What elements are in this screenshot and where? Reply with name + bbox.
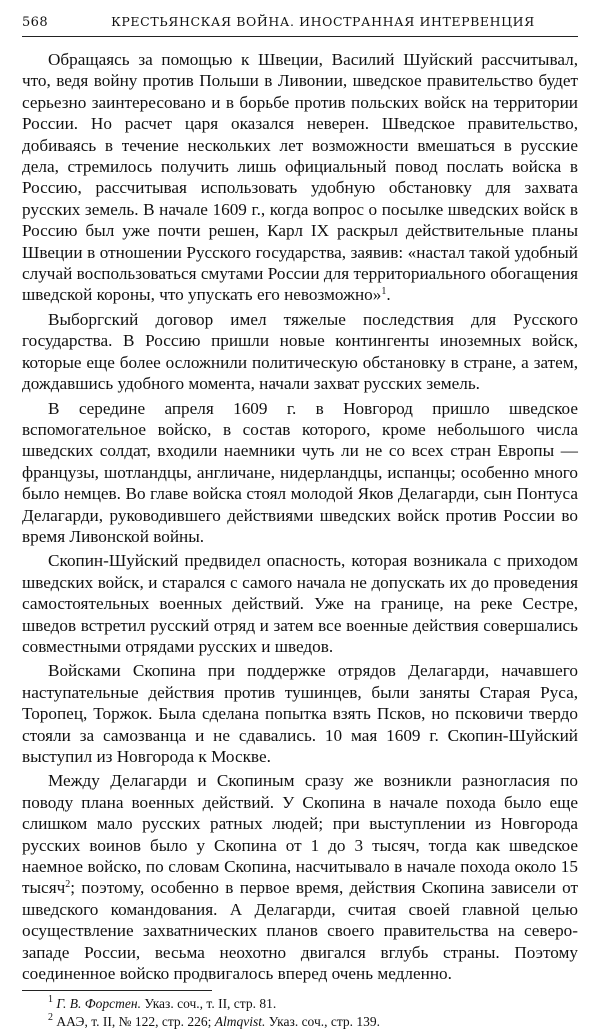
footnote-ref-1[interactable]: 1 [381,286,387,298]
running-head [22,14,578,37]
paragraph-1 [22,49,578,306]
paragraph-6 [22,770,578,984]
footnote-author: Г. В. Форстен. [56,996,141,1012]
paragraph-text: В середине апреля 1609 г. в Новгород пришло шведское вспомогательное войско, в состав которого, кроме небольшого числа шведских солдат, входили наемники чуть ли не со всех стран Европы — французы, шотландцы, англичане, нидерландцы, испанцы; особенно много было немцев. Во главе войска стоял молодой Яков Делагарди, сын Понтуса Делагарди, руководившего действиями шведских войск против России во время Ливонской войны. [22,398,578,546]
paragraph-text: Выборгский договор имел тяжелые последствия для Русского государства. В Россию пришли новые контингенты иноземных войск, которые еще более осложнили политическую обстановку в стране, а затем, дождавшись удобного момента, начали захват русских земель. [22,309,578,394]
footnote-1 [22,995,578,1013]
paragraph-5 [22,660,578,767]
paragraph-text: Между Делагарди и Скопиным сразу же возникли разногласия по поводу плана военных действий. У Скопина в начале похода было еще слишком мало русских ратных людей; при выступлении из Новгорода русских воинов было у Скопина от 1 до 3 тысяч, тогда как шведское наемное войско, по словам Скопина, насчитывало в начале похода около 15 тысяч [22,771,578,898]
footnote-2 [22,1013,578,1031]
paragraph-4 [22,550,578,657]
footnotes [22,995,578,1031]
footnote-citation: Указ. соч., стр. 139. [268,1014,381,1030]
running-title: КРЕСТЬЯНСКАЯ ВОЙНА. ИНОСТРАННАЯ ИНТЕРВЕНЦИЯ [111,14,535,29]
page-number: 568 [22,15,49,30]
paragraph-text: Войсками Скопина при поддержке отрядов Делагарди, начавшего наступательные действия против тушинцев, были заняты Старая Руса, Торопец, Торжок. Была сделана попытка взять Псков, но псковичи твердо стояли за самозванца и не сдавались. 10 мая 1609 г. Скопин-Шуйский выступил из Новгорода к Москве. [22,661,578,766]
paragraph-text-end: ; поэтому, особенно в первое время, действия Скопина зависели от шведского командования. А Делагарди, считая своей главной целью осуществление захватнических планов своего правительства на северо-западе России, весьма неохотно двигался вглубь страны. Поэтому соединенное войско продвигалось вперед очень медленно. [22,878,578,984]
footnote-number: 1 [48,994,53,1006]
paragraph-text: Скопин-Шуйский предвидел опасность, которая возникала с приходом шведских войск, и старался с самого начала не допускать их до проведения самостоятельных военных действий. Уже на границе, на реке Сестре, шведов встретил русский отряд и затем все военные действия совершались совместными отрядами русских и шведов. [22,551,578,656]
paragraph-text: Обращаясь за помощью к Швеции, Василий Шуйский рассчитывал, что, ведя войну против Польши в Ливонии, шведское правительство будет серьезно заинтересовано и в борьбе против польских войск на территории России. Но расчет царя оказался неверен. Шведское правительство, добиваясь в течение нескольких лет возможности вмешаться в русские дела, стремилось получить лишь официальный повод послать войска в Россию, рассчитывая использовать удобную обстановку для захвата русских земель. В начале 1609 г., когда вопрос о посылке шведских войск в Россию был уже почти решен, Карл IX раскрыл действительные планы Швеции в отношении Русского государства, заявив: «настал такой удобный случай воспользоваться смутами России для территориального обогащения шведской короны, что упускать его невозможно» [22,50,578,305]
paragraph-3 [22,398,578,548]
footnote-author: Almqvist. [214,1014,266,1030]
paragraph-2 [22,309,578,395]
footnote-divider [22,990,212,991]
footnote-number: 2 [48,1012,53,1024]
footnote-citation: Указ. соч., т. II, стр. 81. [144,996,277,1012]
paragraph-text-end: . [386,285,391,305]
footnote-ref-2[interactable]: 2 [65,879,71,891]
footnote-citation-lead: ААЭ, т. II, № 122, стр. 226; [56,1014,212,1030]
body-text [22,49,578,984]
